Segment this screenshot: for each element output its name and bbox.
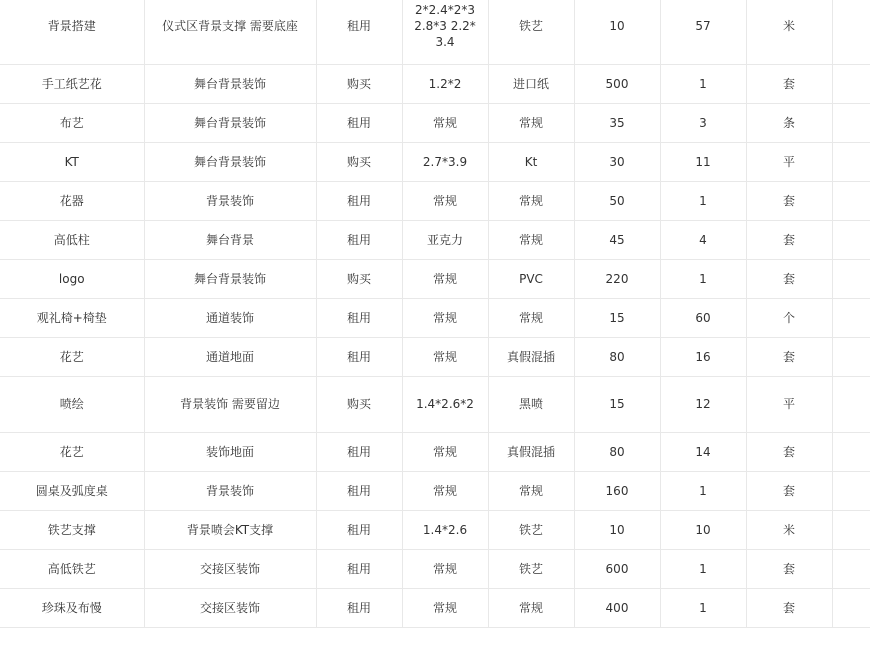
cell-unit-price: 160 (574, 471, 660, 510)
cell-unit-price: 15 (574, 298, 660, 337)
cell-extra (832, 181, 870, 220)
table-row (0, 64, 870, 103)
cell-spec: 1.2*2 (402, 64, 488, 103)
cell-spec: 常规 (402, 337, 488, 376)
cell-purpose: 交接区装饰 (144, 588, 316, 627)
cell-material: 铁艺 (488, 510, 574, 549)
cell-item-name: 铁艺支撑 (0, 510, 144, 549)
cell-purpose: 舞台背景 (144, 220, 316, 259)
cell-material: 常规 (488, 220, 574, 259)
cell-extra (832, 298, 870, 337)
table-row (0, 588, 870, 627)
cell-purpose: 交接区装饰 (144, 549, 316, 588)
cell-unit: 米 (746, 510, 832, 549)
cell-acquisition: 租用 (316, 510, 402, 549)
cell-unit-price: 10 (574, 510, 660, 549)
cell-spec: 常规 (402, 181, 488, 220)
cell-extra (832, 337, 870, 376)
cell-acquisition: 租用 (316, 432, 402, 471)
cell-unit: 套 (746, 549, 832, 588)
cell-unit: 个 (746, 298, 832, 337)
cell-extra (832, 510, 870, 549)
cell-acquisition: 租用 (316, 0, 402, 64)
cell-material: 常规 (488, 298, 574, 337)
cell-item-name: logo (0, 259, 144, 298)
cell-purpose: 装饰地面 (144, 432, 316, 471)
cell-spec: 常规 (402, 103, 488, 142)
cell-unit-price: 80 (574, 432, 660, 471)
table-row (0, 220, 870, 259)
cell-unit: 条 (746, 103, 832, 142)
table-row (0, 337, 870, 376)
cell-item-name: 喷绘 (0, 376, 144, 432)
cell-quantity: 1 (660, 181, 746, 220)
cell-purpose: 舞台背景装饰 (144, 259, 316, 298)
cell-unit-price: 50 (574, 181, 660, 220)
cell-item-name: 高低铁艺 (0, 549, 144, 588)
cell-acquisition: 租用 (316, 103, 402, 142)
cell-quantity: 1 (660, 259, 746, 298)
cell-spec: 2*2.4*2*3 2.8*3 2.2*3.4 (402, 0, 488, 64)
cell-quantity: 3 (660, 103, 746, 142)
cell-material: 黑喷 (488, 376, 574, 432)
cell-unit-price: 600 (574, 549, 660, 588)
table-row (0, 181, 870, 220)
cell-extra (832, 549, 870, 588)
cell-acquisition: 购买 (316, 142, 402, 181)
cell-acquisition: 购买 (316, 64, 402, 103)
cell-acquisition: 租用 (316, 588, 402, 627)
cell-material: 常规 (488, 471, 574, 510)
cell-material: 真假混插 (488, 337, 574, 376)
cell-item-name: 花艺 (0, 337, 144, 376)
cell-material: 铁艺 (488, 549, 574, 588)
cell-acquisition: 购买 (316, 376, 402, 432)
cell-spec: 常规 (402, 298, 488, 337)
cell-extra (832, 64, 870, 103)
cell-material: 常规 (488, 181, 574, 220)
cell-purpose: 背景喷会KT支撑 (144, 510, 316, 549)
cell-quantity: 1 (660, 549, 746, 588)
cell-acquisition: 购买 (316, 259, 402, 298)
cell-material: 常规 (488, 588, 574, 627)
cell-extra (832, 259, 870, 298)
cell-spec: 常规 (402, 432, 488, 471)
cell-item-name: 花艺 (0, 432, 144, 471)
table-row (0, 432, 870, 471)
cell-quantity: 57 (660, 0, 746, 64)
table-row (0, 376, 870, 432)
cell-unit-price: 15 (574, 376, 660, 432)
cell-item-name: 背景搭建 (0, 0, 144, 64)
cell-purpose: 仪式区背景支撑 需要底座 (144, 0, 316, 64)
cell-quantity: 11 (660, 142, 746, 181)
cell-material: 进口纸 (488, 64, 574, 103)
cell-purpose: 舞台背景装饰 (144, 142, 316, 181)
cell-item-name: 圆桌及弧度桌 (0, 471, 144, 510)
cell-unit: 套 (746, 471, 832, 510)
cell-extra (832, 471, 870, 510)
table-row (0, 510, 870, 549)
cell-unit: 米 (746, 0, 832, 64)
cell-unit-price: 220 (574, 259, 660, 298)
cell-unit: 套 (746, 588, 832, 627)
cell-item-name: 手工纸艺花 (0, 64, 144, 103)
table-row (0, 298, 870, 337)
cell-unit: 套 (746, 64, 832, 103)
cell-spec: 2.7*3.9 (402, 142, 488, 181)
cell-purpose: 背景装饰 (144, 181, 316, 220)
cell-item-name: 珍珠及布慢 (0, 588, 144, 627)
cell-spec: 1.4*2.6 (402, 510, 488, 549)
cell-quantity: 60 (660, 298, 746, 337)
cell-unit: 套 (746, 181, 832, 220)
cell-extra (832, 142, 870, 181)
cell-item-name: 花器 (0, 181, 144, 220)
cell-extra (832, 376, 870, 432)
cell-extra (832, 432, 870, 471)
cell-unit-price: 45 (574, 220, 660, 259)
cell-unit-price: 35 (574, 103, 660, 142)
cell-extra (832, 220, 870, 259)
cell-item-name: 观礼椅+椅垫 (0, 298, 144, 337)
table-row (0, 471, 870, 510)
cell-spec: 常规 (402, 259, 488, 298)
cell-extra (832, 588, 870, 627)
cell-item-name: 高低柱 (0, 220, 144, 259)
cell-purpose: 通道装饰 (144, 298, 316, 337)
cell-spec: 亚克力 (402, 220, 488, 259)
cell-acquisition: 租用 (316, 549, 402, 588)
table-row (0, 103, 870, 142)
cell-spec: 常规 (402, 549, 488, 588)
cell-material: Kt (488, 142, 574, 181)
cell-material: 常规 (488, 103, 574, 142)
cell-unit: 套 (746, 220, 832, 259)
cell-unit: 套 (746, 337, 832, 376)
cell-unit-price: 500 (574, 64, 660, 103)
cell-purpose: 背景装饰 (144, 471, 316, 510)
cell-quantity: 1 (660, 471, 746, 510)
table-row (0, 0, 870, 64)
cell-unit: 套 (746, 432, 832, 471)
cell-spec: 常规 (402, 471, 488, 510)
cell-quantity: 10 (660, 510, 746, 549)
cell-quantity: 1 (660, 588, 746, 627)
cell-quantity: 4 (660, 220, 746, 259)
cell-purpose: 舞台背景装饰 (144, 103, 316, 142)
table-row (0, 142, 870, 181)
cell-purpose: 通道地面 (144, 337, 316, 376)
table-row (0, 549, 870, 588)
cell-quantity: 16 (660, 337, 746, 376)
cell-extra (832, 103, 870, 142)
cell-material: 铁艺 (488, 0, 574, 64)
cell-spec: 常规 (402, 588, 488, 627)
cell-unit-price: 10 (574, 0, 660, 64)
cell-spec: 1.4*2.6*2 (402, 376, 488, 432)
cell-acquisition: 租用 (316, 181, 402, 220)
cell-unit: 平 (746, 142, 832, 181)
cell-material: 真假混插 (488, 432, 574, 471)
cell-unit-price: 80 (574, 337, 660, 376)
cell-acquisition: 租用 (316, 471, 402, 510)
table-row (0, 259, 870, 298)
cell-item-name: 布艺 (0, 103, 144, 142)
cell-acquisition: 租用 (316, 298, 402, 337)
cell-purpose: 舞台背景装饰 (144, 64, 316, 103)
cell-extra (832, 0, 870, 64)
cell-acquisition: 租用 (316, 337, 402, 376)
cell-item-name: KT (0, 142, 144, 181)
cell-quantity: 1 (660, 64, 746, 103)
cell-quantity: 14 (660, 432, 746, 471)
cell-quantity: 12 (660, 376, 746, 432)
cell-unit: 平 (746, 376, 832, 432)
cell-unit: 套 (746, 259, 832, 298)
cell-unit-price: 400 (574, 588, 660, 627)
cell-unit-price: 30 (574, 142, 660, 181)
cell-purpose: 背景装饰 需要留边 (144, 376, 316, 432)
cell-acquisition: 租用 (316, 220, 402, 259)
cell-material: PVC (488, 259, 574, 298)
